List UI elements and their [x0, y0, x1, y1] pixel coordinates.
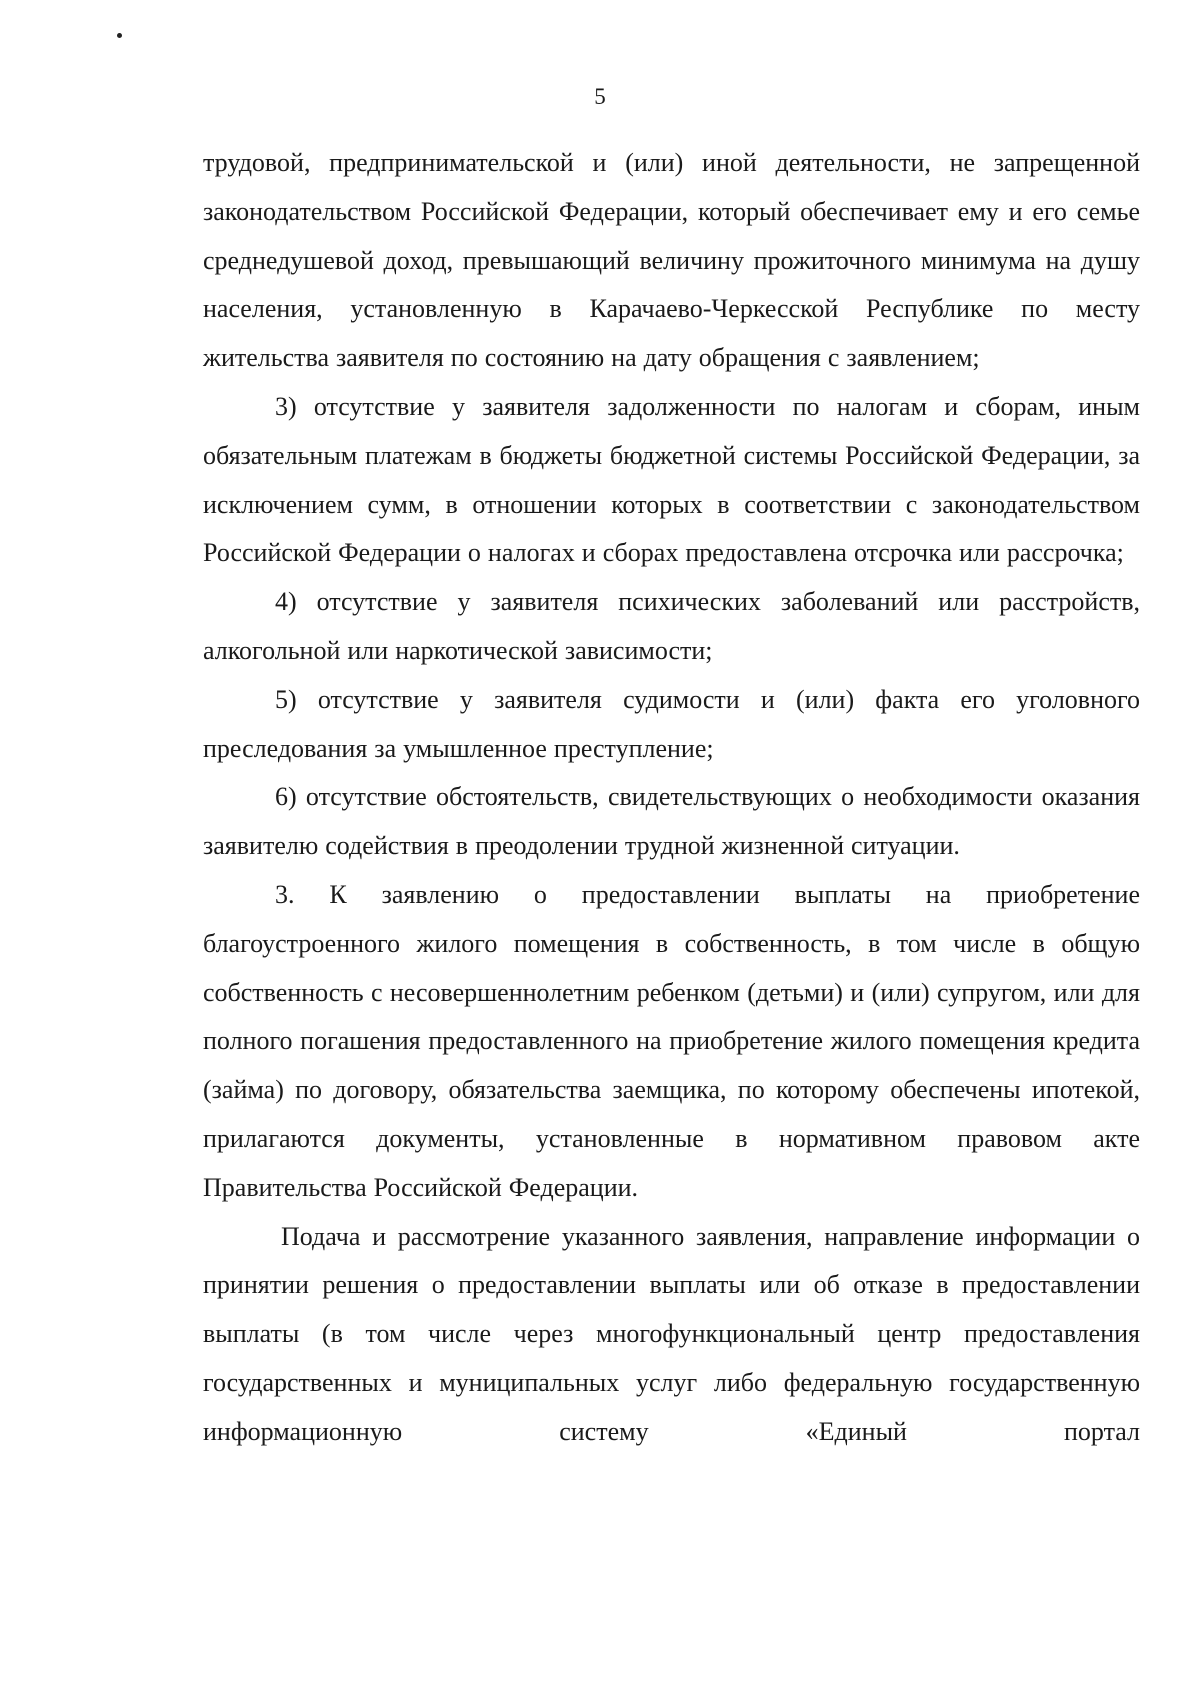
paragraph-submission: Подача и рассмотрение указанного заявления, направление информации о принятии решения о предоставлении выплаты или об отказе в предоставлении выплаты (в том числе через многофункциональный центр предоставления государственных и муниципальных услуг либо федеральную государственную информационную систему «Единый портал	[203, 1221, 1140, 1446]
paragraph-item-6: 6) отсутствие обстоятельств, свидетельствующих о необходимости оказания заявителю содействия в преодолении трудной жизненной ситуации.	[203, 782, 1140, 861]
page-number: 5	[594, 84, 606, 109]
paragraph-continuation: трудовой, предпринимательской и (или) иной деятельности, не запрещенной законодательством Российской Федерации, который обеспечивает ему и его семье среднедушевой доход, превышающий величину прожиточного минимума на душу населения, установленную в Карачаево-Черкесской Республике по месту жительства заявителя по состоянию на дату обращения с заявлением;	[203, 148, 1140, 373]
document-body	[203, 139, 1140, 1457]
paragraph-item-3: 3) отсутствие у заявителя задолженности по налогам и сборам, иным обязательным платежам в бюджеты бюджетной системы Российской Федерации, за исключением сумм, в отношении которых в соответствии с законодательством Российской Федерации о налогах и сборах предоставлена отсрочка или рассрочка;	[203, 391, 1140, 568]
paragraph-item-4: 4) отсутствие у заявителя психических заболеваний или расстройств, алкогольной или наркотической зависимости;	[203, 587, 1140, 665]
paragraph-section-3: 3. К заявлению о предоставлении выплаты на приобретение благоустроенного жилого помещения в собственность, в том числе в общую собственность с несовершеннолетним ребенком (детьми) и (или) супругом, или для полного погашения предоставленного на приобретение жилого помещения кредита (займа) по договору, обязательства заемщика, по которому обеспечены ипотекой, прилагаются документы, установленные в нормативном правовом акте Правительства Российской Федерации.	[203, 879, 1140, 1202]
scan-speck	[117, 33, 122, 38]
paragraph-item-5: 5) отсутствие у заявителя судимости и (или) факта его уголовного преследования за умышленное преступление;	[203, 684, 1140, 763]
